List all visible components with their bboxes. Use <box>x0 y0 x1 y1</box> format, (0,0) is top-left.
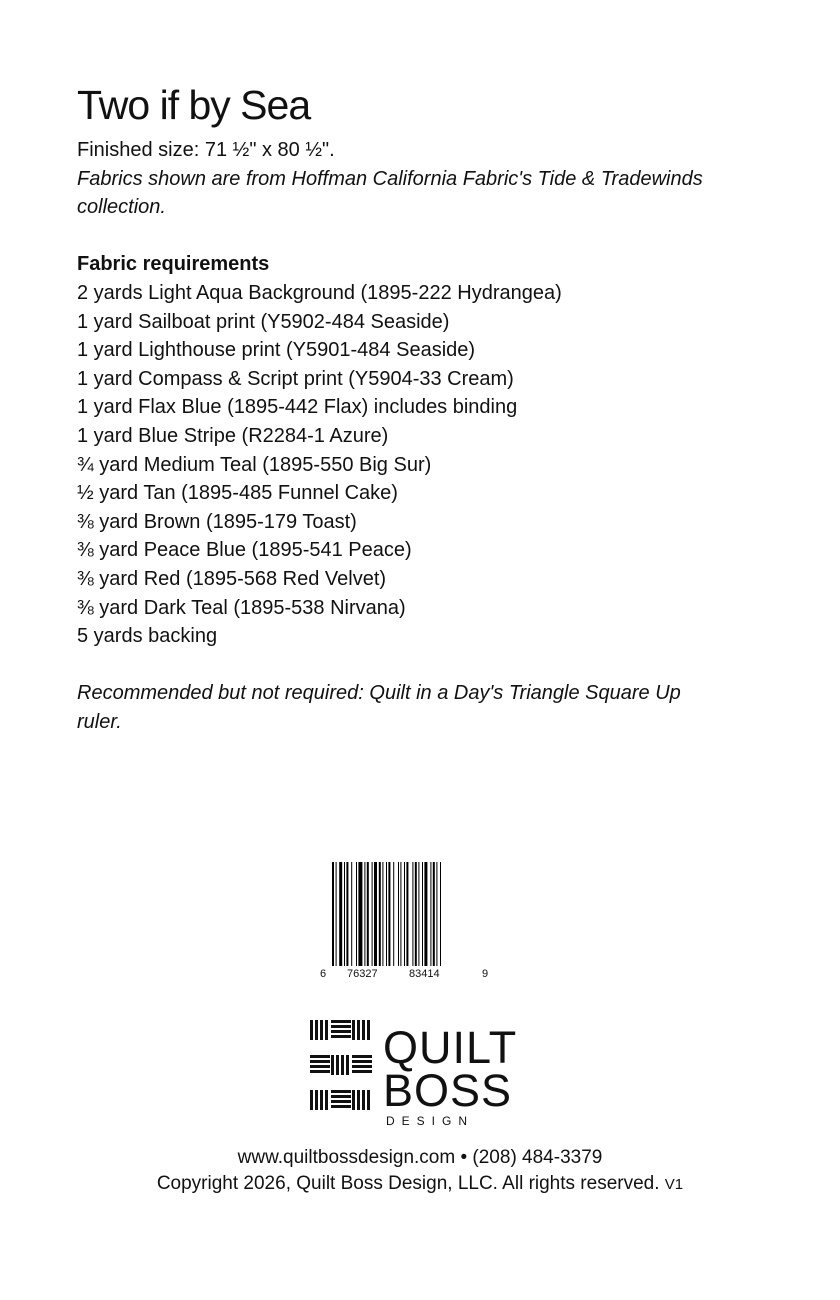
list-item: ⅜ yard Brown (1895-179 Toast) <box>77 510 357 533</box>
contact-line: www.quiltbossdesign.com • (208) 484-3379 <box>237 1147 603 1168</box>
finished-size: Finished size: 71 ½" x 80 ½". <box>77 139 335 161</box>
list-item: 5 yards backing <box>77 625 218 648</box>
list-item: 1 yard Sailboat print (Y5902-484 Seaside) <box>77 310 450 333</box>
fabrics-note-line1: Fabrics shown are from Hoffman California Fabric's Tide & Tradewinds <box>77 167 703 190</box>
list-item: ⅜ yard Red (1895-568 Red Velvet) <box>77 567 387 590</box>
list-item: 1 yard Blue Stripe (R2284-1 Azure) <box>77 424 389 447</box>
list-item: ⅜ yard Dark Teal (1895-538 Nirvana) <box>77 596 406 619</box>
quilt-block-logo-icon <box>310 1020 372 1124</box>
requirements-list <box>77 279 777 651</box>
copyright-text: Copyright 2026, Quilt Boss Design, LLC. All rights reserved. <box>156 1173 660 1194</box>
logo-word-quilt: QUILT <box>383 1022 518 1073</box>
barcode <box>318 862 494 986</box>
logo-word-boss: BOSS <box>383 1065 513 1116</box>
requirements-heading: Fabric requirements <box>77 253 270 276</box>
recommended-line1: Recommended but not required: Quilt in a Day's Triangle Square Up <box>77 682 681 705</box>
list-item: 2 yards Light Aqua Background (1895-222 Hydrangea) <box>77 281 562 304</box>
barcode-digits-right: 83414 <box>409 968 440 980</box>
version-label: V1 <box>664 1176 684 1193</box>
barcode-digit-last: 9 <box>482 968 489 980</box>
fabrics-note-line2: collection. <box>77 196 166 219</box>
barcode-digit-first: 6 <box>320 968 327 980</box>
list-item: ⅜ yard Peace Blue (1895-541 Peace) <box>77 539 412 562</box>
pattern-details <box>77 136 777 736</box>
page-title: Two if by Sea <box>77 82 311 128</box>
barcode-bars-icon <box>332 862 476 966</box>
recommended-line2: ruler. <box>77 710 122 733</box>
barcode-digits-left: 76327 <box>347 968 378 980</box>
copyright-line <box>0 1173 840 1195</box>
list-item: 1 yard Lighthouse print (Y5901-484 Seaside) <box>77 339 476 362</box>
list-item: 1 yard Compass & Script print (Y5904-33 Cream) <box>77 367 514 390</box>
list-item: 1 yard Flax Blue (1895-442 Flax) includes binding <box>77 396 518 419</box>
logo-word-design: DESIGN <box>386 1114 475 1128</box>
list-item: ¾ yard Medium Teal (1895-550 Big Sur) <box>77 453 432 476</box>
quilt-boss-logo <box>310 1020 518 1130</box>
list-item: ½ yard Tan (1895-485 Funnel Cake) <box>77 482 398 505</box>
